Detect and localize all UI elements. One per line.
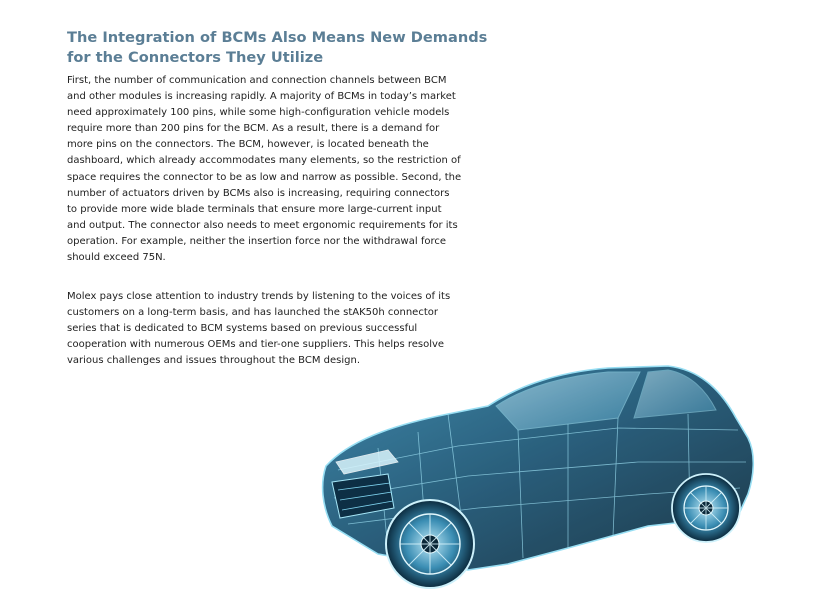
text-line: to provide more wide blade terminals that ensure more large-current input	[67, 203, 442, 215]
text-line: more pins on the connectors. The BCM, however, is located beneath the	[67, 139, 429, 151]
text-line: number of actuators driven by BCMs also is increasing, requiring connectors	[67, 187, 450, 199]
text-line: cooperation with numerous OEMs and tier-one suppliers. This helps resolve	[67, 339, 445, 351]
text-line: Molex pays close attention to industry trends by listening to the voices of its	[67, 291, 451, 302]
text-line: and other modules is increasing rapidly. A majority of BCMs in today’s market	[67, 91, 456, 103]
text-line: should exceed 75N.	[67, 252, 166, 264]
text-line: require more than 200 pins for the BCM. As a result, there is a demand for	[67, 123, 440, 135]
text-line: dashboard, which already accommodates many elements, so the restriction of	[67, 155, 461, 167]
text-line: and output. The connector also needs to meet ergonomic requirements for its	[67, 219, 458, 231]
article-heading	[67, 28, 507, 68]
text-line: series that is dedicated to BCM systems based on previous successful	[67, 323, 418, 335]
heading-line-1: The Integration of BCMs Also Means New Demands	[67, 29, 488, 46]
heading-line-2: for the Connectors They Utilize	[67, 49, 324, 66]
text-line: need approximately 100 pins, while some high-configuration vehicle models	[67, 107, 450, 119]
front-wheel	[386, 500, 474, 588]
text-line: space requires the connector to be as low and narrow as possible. Second, the	[67, 171, 462, 183]
rear-wheel	[672, 474, 740, 542]
xray-car-illustration	[318, 358, 758, 598]
paragraph-connector-demands	[67, 73, 485, 266]
text-line: various challenges and issues throughout the BCM design.	[67, 355, 361, 367]
text-line: First, the number of communication and connection channels between BCM	[67, 75, 447, 86]
text-line: operation. For example, neither the insertion force nor the withdrawal force	[67, 235, 446, 247]
text-line: customers on a long-term basis, and has launched the stAK50h connector	[67, 307, 438, 319]
